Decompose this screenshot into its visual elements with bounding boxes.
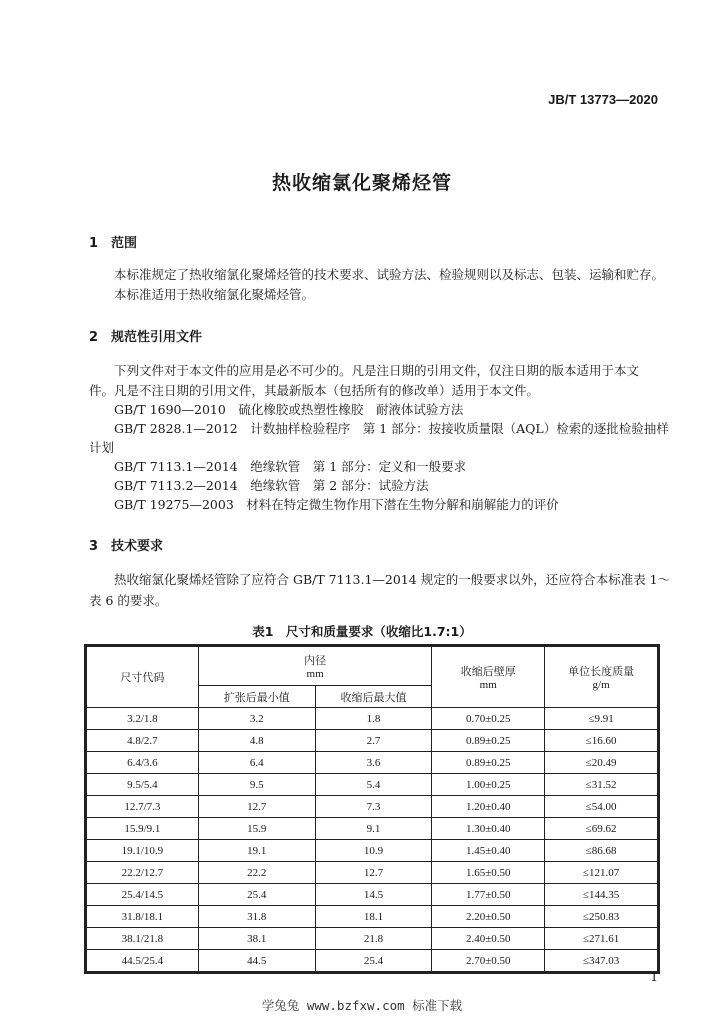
reference-item: GB/T 7113.2—2014 绝缘软管 第 2 部分：试验方法 xyxy=(114,478,429,493)
cell-max-recovered: 2.7 xyxy=(315,730,432,752)
table-row xyxy=(87,928,658,950)
header-max-recovered: 收缩后最大值 xyxy=(315,686,432,708)
cell-wall: 1.30±0.40 xyxy=(432,818,545,840)
section-2-para-line-1: 下列文件对于本文件的应用是必不可少的。凡是注日期的引用文件，仅注日期的版本适用于本文 xyxy=(114,363,640,378)
page-number: 1 xyxy=(650,970,658,984)
cell-wall: 2.40±0.50 xyxy=(432,928,545,950)
cell-min-expanded: 12.7 xyxy=(198,796,315,818)
table-caption: 表1 尺寸和质量要求（收缩比1.7:1） xyxy=(252,624,472,639)
cell-wall: 1.77±0.50 xyxy=(432,884,545,906)
cell-size-code: 4.8/2.7 xyxy=(87,730,199,752)
cell-mass: ≤69.62 xyxy=(545,818,658,840)
cell-min-expanded: 22.2 xyxy=(198,862,315,884)
spec-table-body xyxy=(87,708,658,972)
cell-min-expanded: 4.8 xyxy=(198,730,315,752)
cell-size-code: 44.5/25.4 xyxy=(87,950,199,972)
table-row xyxy=(87,818,658,840)
cell-mass: ≤121.07 xyxy=(545,862,658,884)
table-row xyxy=(87,840,658,862)
section-3-para-line-2: 表 6 的要求。 xyxy=(89,593,168,608)
cell-wall: 0.89±0.25 xyxy=(432,730,545,752)
document-title: 热收缩氯化聚烯烃管 xyxy=(271,172,452,194)
cell-max-recovered: 14.5 xyxy=(315,884,432,906)
section-title: 技术要求 xyxy=(111,539,164,554)
cell-min-expanded: 25.4 xyxy=(198,884,315,906)
cell-size-code: 25.4/14.5 xyxy=(87,884,199,906)
cell-max-recovered: 3.6 xyxy=(315,752,432,774)
table-row xyxy=(87,862,658,884)
header-min-expanded: 扩张后最小值 xyxy=(198,686,315,708)
section-3-para-line-1: 热收缩氯化聚烯烃管除了应符合 GB/T 7113.1—2014 规定的一般要求以外，还应符合本标准表 1～ xyxy=(114,572,671,587)
cell-size-code: 3.2/1.8 xyxy=(87,708,199,730)
cell-size-code: 6.4/3.6 xyxy=(87,752,199,774)
cell-size-code: 38.1/21.8 xyxy=(87,928,199,950)
cell-min-expanded: 9.5 xyxy=(198,774,315,796)
reference-item: GB/T 7113.1—2014 绝缘软管 第 1 部分：定义和一般要求 xyxy=(114,459,467,474)
cell-max-recovered: 5.4 xyxy=(315,774,432,796)
cell-max-recovered: 18.1 xyxy=(315,906,432,928)
reference-item: GB/T 2828.1—2012 计数抽样检验程序 第 1 部分：按接收质量限（AQL）检索的逐批检验抽样 xyxy=(114,421,669,436)
header-wall-unit: mm xyxy=(479,679,497,691)
reference-item: GB/T 1690—2010 硫化橡胶或热塑性橡胶 耐液体试验方法 xyxy=(114,402,464,417)
header-mass-unit: g/m xyxy=(592,679,610,691)
cell-size-code: 9.5/5.4 xyxy=(87,774,199,796)
header-inner-diameter xyxy=(198,647,432,686)
cell-max-recovered: 25.4 xyxy=(315,950,432,972)
section-number: 1 xyxy=(89,236,99,251)
section-1-para-1: 本标准规定了热收缩氯化聚烯烃管的技术要求、试验方法、检验规则以及标志、包装、运输和贮存。 xyxy=(114,267,665,282)
spec-table xyxy=(86,646,658,972)
cell-wall: 0.89±0.25 xyxy=(432,752,545,774)
cell-wall: 2.70±0.50 xyxy=(432,950,545,972)
cell-size-code: 22.2/12.7 xyxy=(87,862,199,884)
table-row xyxy=(87,708,658,730)
cell-mass: ≤20.49 xyxy=(545,752,658,774)
section-number: 2 xyxy=(89,330,99,345)
cell-min-expanded: 6.4 xyxy=(198,752,315,774)
cell-max-recovered: 12.7 xyxy=(315,862,432,884)
cell-max-recovered: 1.8 xyxy=(315,708,432,730)
table-row xyxy=(87,950,658,972)
cell-min-expanded: 3.2 xyxy=(198,708,315,730)
table-row xyxy=(87,752,658,774)
cell-min-expanded: 19.1 xyxy=(198,840,315,862)
section-2-para-line-2: 件。凡是不注日期的引用文件，其最新版本（包括所有的修改单）适用于本文件。 xyxy=(89,383,540,398)
cell-wall: 1.65±0.50 xyxy=(432,862,545,884)
header-size-code: 尺寸代码 xyxy=(87,647,199,708)
cell-min-expanded: 31.8 xyxy=(198,906,315,928)
header-wall-label: 收缩后壁厚 xyxy=(460,666,516,678)
header-mass-label: 单位长度质量 xyxy=(568,666,635,678)
cell-mass: ≤347.03 xyxy=(545,950,658,972)
header-unit-mass xyxy=(545,647,658,708)
table-row xyxy=(87,796,658,818)
reference-item-continuation: 计划 xyxy=(89,440,115,455)
cell-max-recovered: 7.3 xyxy=(315,796,432,818)
section-2-heading xyxy=(89,326,202,345)
cell-wall: 1.00±0.25 xyxy=(432,774,545,796)
section-title: 范围 xyxy=(111,236,138,251)
cell-min-expanded: 15.9 xyxy=(198,818,315,840)
cell-min-expanded: 44.5 xyxy=(198,950,315,972)
cell-mass: ≤86.68 xyxy=(545,840,658,862)
cell-size-code: 31.8/18.1 xyxy=(87,906,199,928)
section-title: 规范性引用文件 xyxy=(111,330,203,345)
header-inner-diameter-unit: mm xyxy=(306,668,324,680)
cell-size-code: 15.9/9.1 xyxy=(87,818,199,840)
standard-number: JB/T 13773—2020 xyxy=(548,92,658,107)
cell-wall: 1.20±0.40 xyxy=(432,796,545,818)
cell-wall: 0.70±0.25 xyxy=(432,708,545,730)
section-3-heading xyxy=(89,535,163,554)
cell-size-code: 19.1/10.9 xyxy=(87,840,199,862)
download-site-footer: 学兔兔 www.bzfxw.com 标准下载 xyxy=(261,998,463,1013)
cell-mass: ≤54.00 xyxy=(545,796,658,818)
cell-min-expanded: 38.1 xyxy=(198,928,315,950)
table-row xyxy=(87,884,658,906)
cell-max-recovered: 9.1 xyxy=(315,818,432,840)
table-row xyxy=(87,774,658,796)
cell-mass: ≤144.35 xyxy=(545,884,658,906)
header-inner-diameter-label: 内径 xyxy=(304,655,327,667)
section-1-para-2: 本标准适用于热收缩氯化聚烯烃管。 xyxy=(114,287,315,302)
cell-wall: 1.45±0.40 xyxy=(432,840,545,862)
section-1-heading xyxy=(89,232,137,251)
cell-max-recovered: 10.9 xyxy=(315,840,432,862)
cell-max-recovered: 21.8 xyxy=(315,928,432,950)
table-row xyxy=(87,730,658,752)
table-row xyxy=(87,906,658,928)
cell-mass: ≤9.91 xyxy=(545,708,658,730)
cell-mass: ≤250.83 xyxy=(545,906,658,928)
cell-mass: ≤31.52 xyxy=(545,774,658,796)
cell-mass: ≤16.60 xyxy=(545,730,658,752)
section-number: 3 xyxy=(89,539,99,554)
cell-wall: 2.20±0.50 xyxy=(432,906,545,928)
reference-item: GB/T 19275—2003 材料在特定微生物作用下潜在生物分解和崩解能力的评价 xyxy=(114,497,559,512)
cell-size-code: 12.7/7.3 xyxy=(87,796,199,818)
header-wall-thickness xyxy=(432,647,545,708)
cell-mass: ≤271.61 xyxy=(545,928,658,950)
